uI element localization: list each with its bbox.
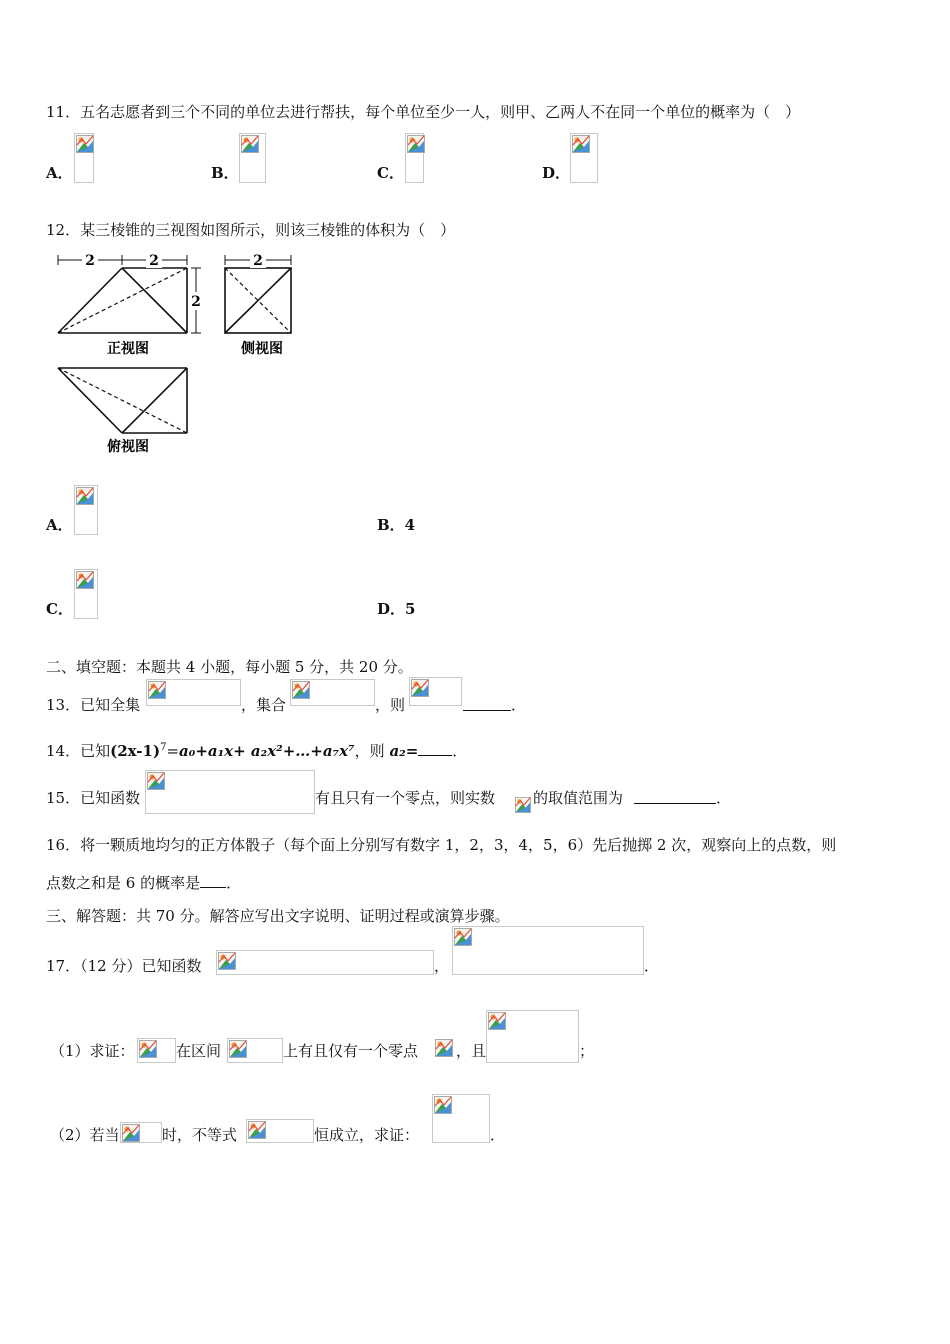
q16-line1: 16．将一颗质地均匀的正方体骰子（每个面上分别写有数字 1，2，3，4，5，6）先后抛掷 2 次，观察向上的点数，则 <box>46 836 837 854</box>
q14-target: a₂= <box>389 742 419 760</box>
q17-period: ． <box>644 957 660 975</box>
q17-part2-b: 时，不等式 <box>162 1126 238 1144</box>
q11-option-d-image <box>570 133 598 183</box>
q16-answer-blank[interactable] <box>200 873 226 888</box>
front-dim-left: 2 <box>85 253 95 269</box>
q17-comma: ， <box>434 957 450 975</box>
broken-image-icon <box>434 1096 452 1114</box>
q13-universal-set-image <box>146 679 241 706</box>
q14-line <box>46 740 467 761</box>
broken-image-icon <box>147 772 165 790</box>
q17-part2-c: 恒成立，求证： <box>314 1126 420 1144</box>
q15-function-image <box>145 770 315 814</box>
front-dim-height: 2 <box>191 294 201 310</box>
three-views-figure <box>40 248 310 463</box>
section3-heading: 三、解答题：共 70 分。解答应写出文字说明、证明过程或演算步骤。 <box>46 907 510 925</box>
side-view-label: 侧视图 <box>241 341 283 357</box>
broken-image-icon <box>241 135 259 153</box>
q17-part2-proof-image <box>432 1094 490 1143</box>
q11-option-b-label: B． <box>211 164 239 182</box>
q13-set-image <box>290 679 375 706</box>
q13-mid1: ，集合 <box>241 696 287 714</box>
q12-option-c-label: C． <box>46 600 73 618</box>
q15-mid2: 的取值范围为 <box>533 789 624 807</box>
q17-part1-a: （1）求证： <box>50 1042 135 1060</box>
q17-part1-condition-image <box>486 1010 579 1063</box>
q12-option-a-image <box>74 485 98 535</box>
q12-stem: 12．某三棱锥的三视图如图所示，则该三棱锥的体积为（ ） <box>46 221 456 239</box>
q12-option-a-label: A． <box>46 516 73 534</box>
broken-image-icon <box>218 952 236 970</box>
q17-part2-d: ． <box>490 1126 506 1144</box>
front-view <box>58 255 201 333</box>
q11-option-c-label: C． <box>377 164 404 182</box>
broken-image-icon <box>435 1039 453 1057</box>
q14-prefix: 14．已知 <box>46 742 111 760</box>
front-view-label: 正视图 <box>107 341 149 357</box>
q14-then: ，则 <box>354 742 390 760</box>
broken-image-icon <box>139 1040 157 1058</box>
q11-stem: 11．五名志愿者到三个不同的单位去进行帮扶，每个单位至少一人，则甲、乙两人不在同一个单位的概率为（ ） <box>46 103 801 121</box>
q17-function-image <box>216 950 434 975</box>
broken-image-icon <box>292 681 310 699</box>
top-view <box>58 368 187 433</box>
q11-option-b-image <box>239 133 266 183</box>
q13-answer-blank[interactable] <box>463 694 511 711</box>
q12-option-c-image <box>74 569 98 619</box>
broken-image-icon <box>411 679 429 697</box>
q14-expr-base: (2x-1) <box>110 742 161 760</box>
q13-suffix: ． <box>511 696 527 714</box>
q16-line2-text: 点数之和是 6 的概率是 <box>46 874 201 892</box>
q11-option-d-label: D． <box>542 164 571 182</box>
q12-option-b: B．4 <box>377 516 416 534</box>
front-dim-right: 2 <box>149 253 159 269</box>
q17-second-function-image <box>452 926 644 975</box>
q17-part2-a: （2）若当 <box>50 1126 120 1144</box>
broken-image-icon <box>488 1012 506 1030</box>
q11-option-c-image <box>405 133 424 183</box>
q15-suffix: ． <box>716 789 732 807</box>
q15-mid: 有且只有一个零点，则实数 <box>315 789 496 807</box>
q13-mid2: ，则 <box>375 696 406 714</box>
top-view-label: 俯视图 <box>107 439 149 455</box>
q14-equals: = <box>166 742 180 760</box>
q17-part2-inequality-image <box>246 1119 314 1143</box>
broken-image-icon <box>76 487 94 505</box>
q17-part1-zero-image <box>434 1038 456 1063</box>
q11-option-a-label: A． <box>46 164 73 182</box>
q13-prefix: 13．已知全集 <box>46 696 141 714</box>
q17-part1-e: ； <box>579 1042 595 1060</box>
broken-image-icon <box>248 1121 266 1139</box>
q16-line2 <box>46 872 241 893</box>
section2-heading: 二、填空题：本题共 4 小题，每小题 5 分，共 20 分。 <box>46 658 413 676</box>
q17-part2-when-image <box>120 1122 162 1143</box>
q17-part1-d: ，且 <box>456 1042 487 1060</box>
q11-option-a-image <box>74 133 94 183</box>
q15-answer-blank[interactable] <box>634 787 716 804</box>
q14-answer-blank[interactable] <box>418 741 452 756</box>
q17-part1-c: 上有且仅有一个零点 <box>283 1042 419 1060</box>
q12-option-d: D．5 <box>377 600 416 618</box>
q17-part1-interval-image <box>227 1038 283 1063</box>
broken-image-icon <box>122 1124 140 1142</box>
q14-exp: 7 <box>160 742 167 753</box>
q15-prefix: 15．已知函数 <box>46 789 141 807</box>
broken-image-icon <box>148 681 166 699</box>
q14-suffix: ． <box>452 742 468 760</box>
q17-part1-func-image <box>137 1038 176 1063</box>
q15-variable-image <box>515 795 533 815</box>
broken-image-icon <box>76 135 94 153</box>
q13-result-image <box>409 677 462 706</box>
side-dim: 2 <box>253 253 263 269</box>
broken-image-icon <box>76 571 94 589</box>
q17-part1-b: 在区间 <box>176 1042 222 1060</box>
broken-image-icon <box>407 135 425 153</box>
q16-suffix: ． <box>226 874 242 892</box>
q14-rhs: a₀+a₁x+ a₂x²+…+a₇x⁷ <box>179 742 355 760</box>
broken-image-icon <box>229 1040 247 1058</box>
broken-image-icon <box>572 135 590 153</box>
broken-image-icon <box>454 928 472 946</box>
q17-prefix: 17．（12 分）已知函数 <box>46 957 202 975</box>
broken-image-icon <box>515 797 531 813</box>
